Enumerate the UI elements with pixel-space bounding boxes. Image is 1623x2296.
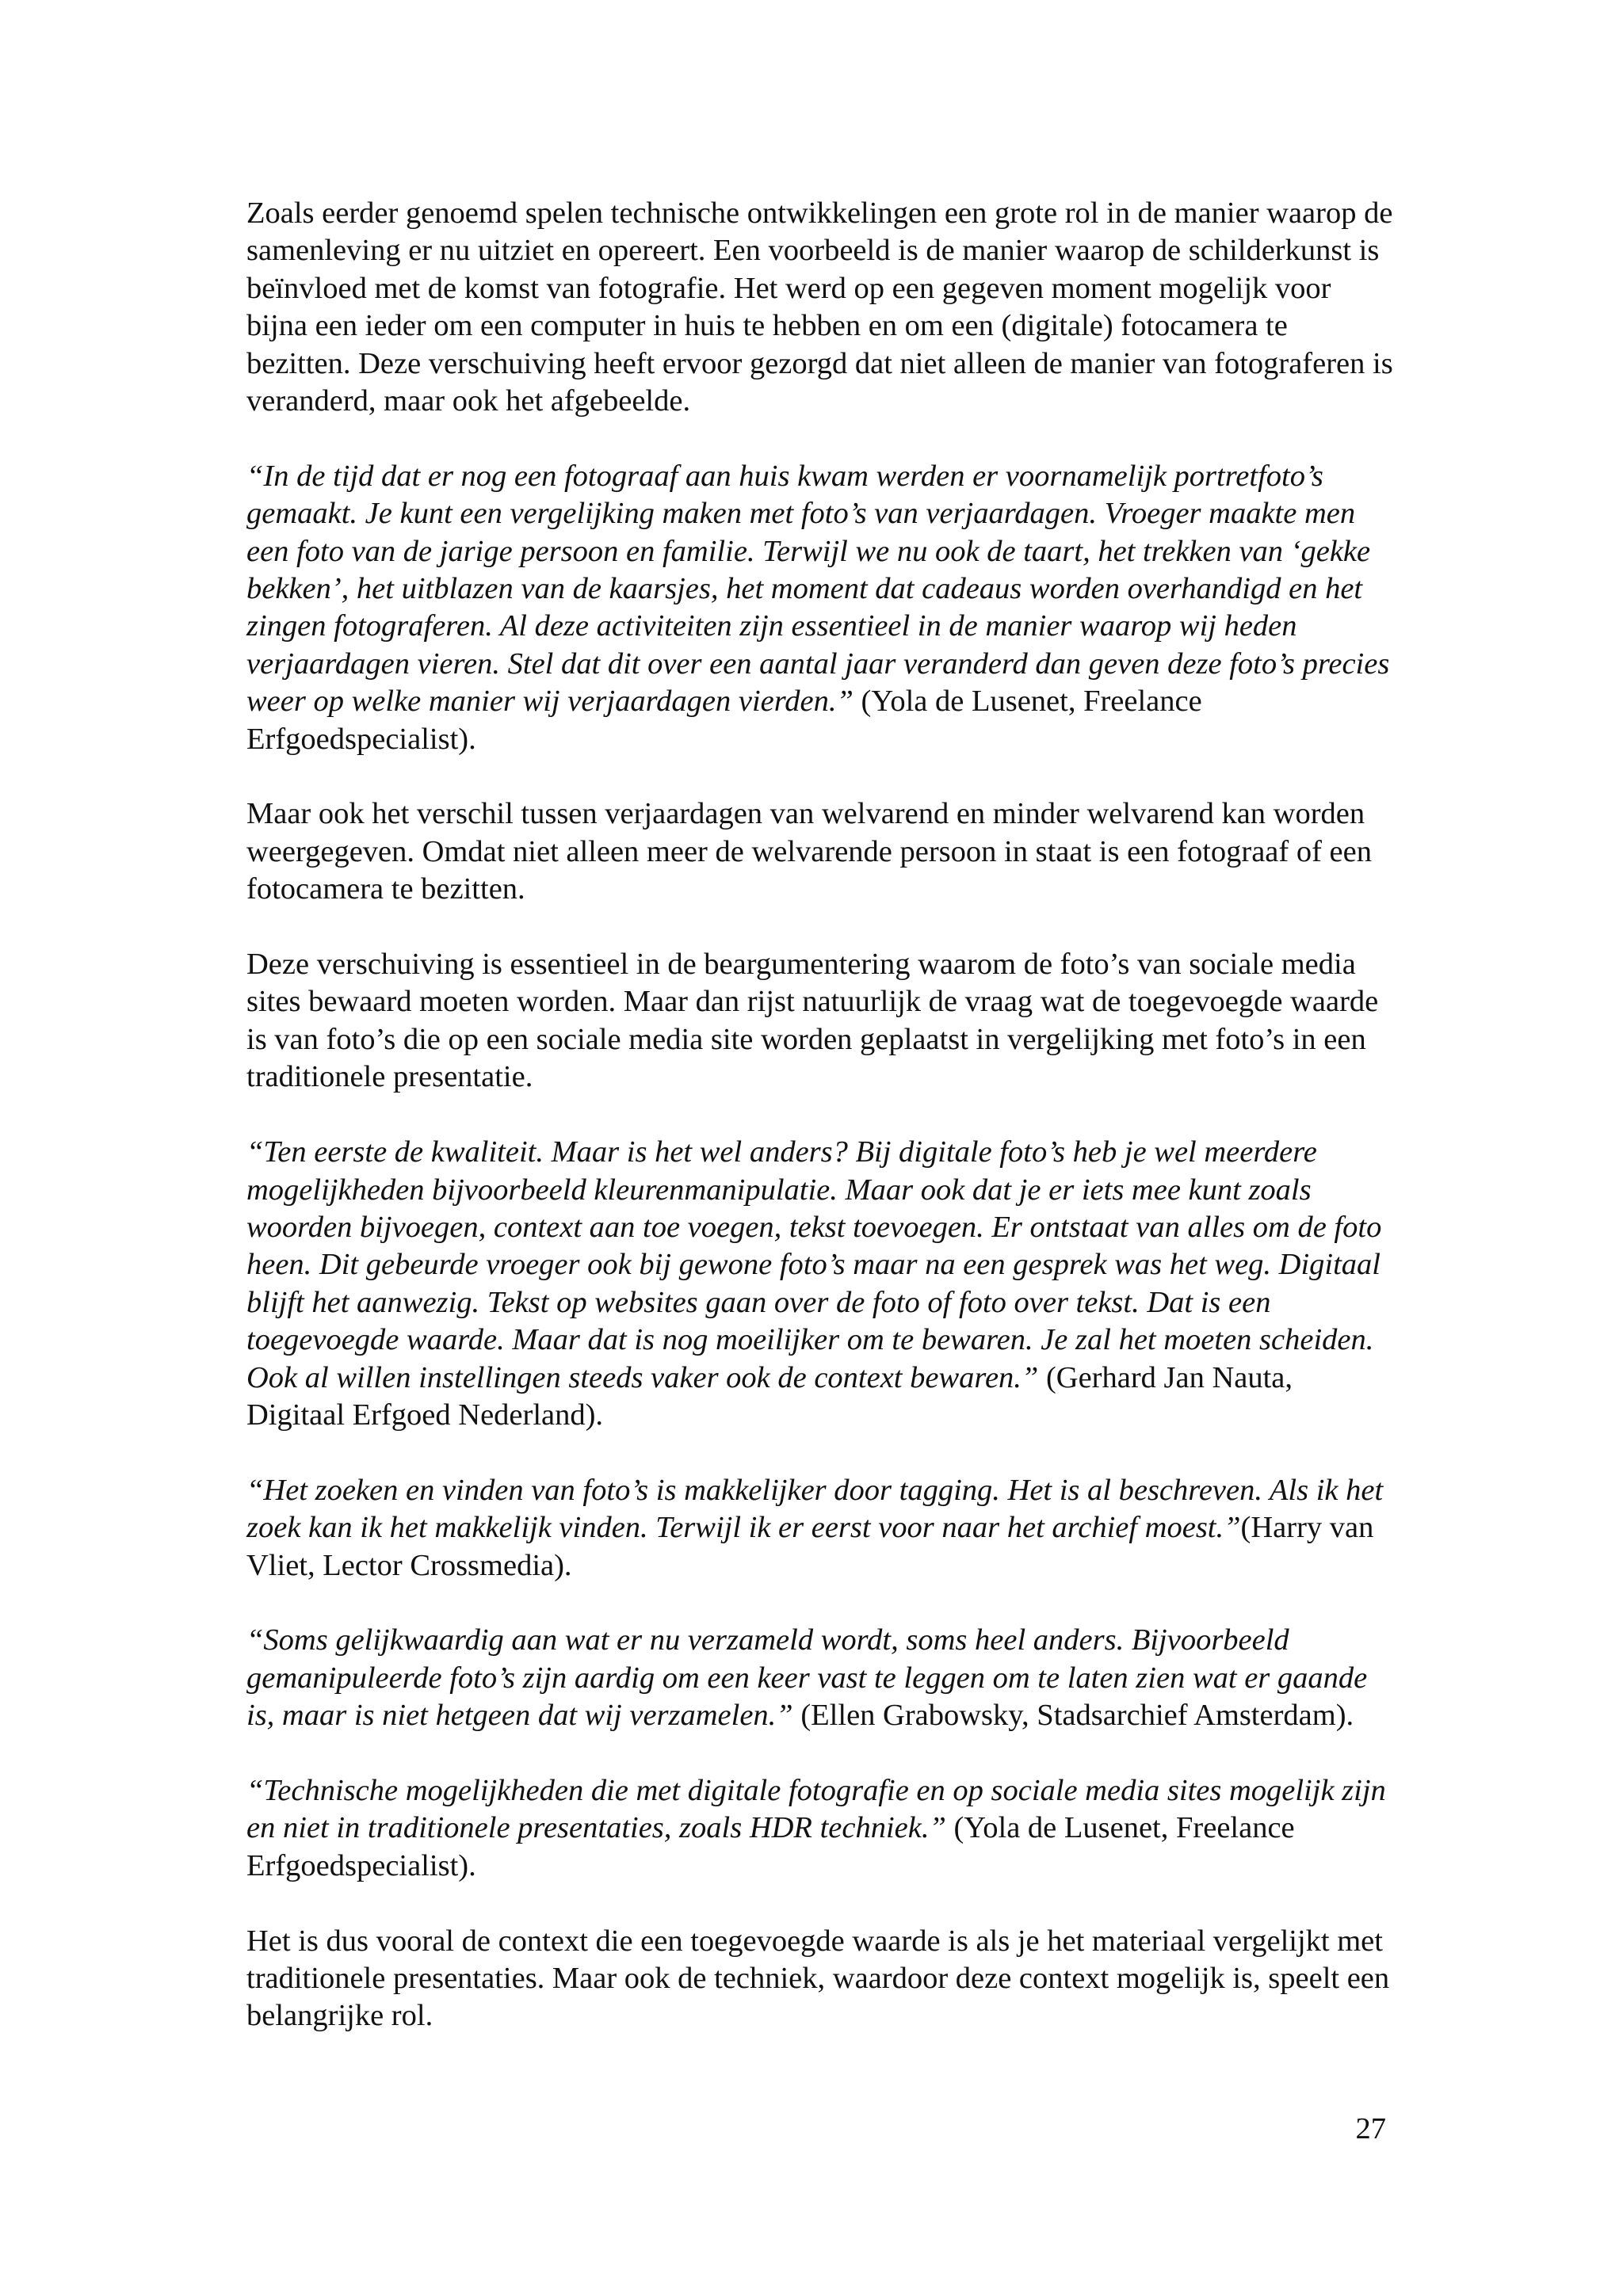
quote-text: “Ten eerste de kwaliteit. Maar is het wel anders? Bij digitale foto’s heb je wel meerdere mogelijkheden bijvoorbeeld kleurenmanipulatie. Maar ook dat je er iets mee kunt zoals woorden bijvoegen, context aan toe voegen, tekst toevoegen. Er ontstaat van alles om de foto heen. Dit gebeurde vroeger ook bij gewone foto’s maar na een gesprek was het weg. Digitaal blijft het aanwezig. Tekst op websites gaan over de foto of foto over tekst. Dat is een toegevoegde waarde. Maar dat is nog moeilijker om te bewaren. Je zal het moeten scheiden. Ook al willen instellingen steeds vaker ook de context bewaren.” — [246, 1135, 1382, 1394]
quote-paragraph — [246, 458, 1396, 758]
quote-paragraph — [246, 1772, 1396, 1885]
quote-source: (Yola de Lusenet, Freelance Erfgoedspecialist). — [246, 685, 1202, 756]
quote-paragraph — [246, 1134, 1396, 1434]
quote-paragraph — [246, 1472, 1396, 1585]
body-text — [246, 195, 1396, 2035]
quote-source: (Ellen Grabowsky, Stadsarchief Amsterdam). — [792, 1699, 1354, 1733]
paragraph-text: Deze verschuiving is essentieel in de beargumentering waarom de foto’s van sociale media sites bewaard moeten worden. Maar dan rijst natuurlijk de vraag wat de toegevoegde waarde is van foto’s die op een sociale media site worden geplaatst in vergelijking met foto’s in een traditionele presentatie. — [246, 948, 1379, 1094]
page-number: 27 — [1355, 2112, 1386, 2145]
quote-paragraph — [246, 1622, 1396, 1734]
quote-text: “Technische mogelijkheden die met digitale fotografie en op sociale media sites mogelijk zijn en niet in traditionele presentaties, zoals HDR techniek.” — [246, 1773, 1386, 1845]
quote-source: (Gerhard Jan Nauta, Digitaal Erfgoed Nederland). — [246, 1360, 1293, 1432]
paragraph-text: Maar ook het verschil tussen verjaardagen van welvarend en minder welvarend kan worden weergegeven. Omdat niet alleen meer de welvarende persoon in staat is een fotograaf of een fotocamera te bezitten. — [246, 797, 1372, 906]
quote-text: “In de tijd dat er nog een fotograaf aan huis kwam werden er voornamelijk portretfoto’s gemaakt. Je kunt een vergelijking maken met foto’s van verjaardagen. Vroeger maakte men een foto van de jarige persoon en familie. Terwijl we nu ook de taart, het trekken van ‘gekke bekken’, het uitblazen van de kaarsjes, het moment dat cadeaus worden overhandigd en het zingen fotograferen. Al deze activiteiten zijn essentieel in de manier waarop wij heden verjaardagen vieren. Stel dat dit over een aantal jaar veranderd dan geven deze foto’s precies weer op welke manier wij verjaardagen vierden.” — [246, 459, 1390, 719]
quote-text: “Soms gelijkwaardig aan wat er nu verzameld wordt, soms heel anders. Bijvoorbeeld gemanipuleerde foto’s zijn aardig om een keer vast te leggen om te laten zien wat er gaande is, maar is niet hetgeen dat wij verzamelen.” — [246, 1623, 1368, 1733]
paragraph-conclusion: Het is dus vooral de context die een toegevoegde waarde is als je het materiaal vergelijkt met traditionele presentaties. Maar ook de techniek, waardoor deze context mogelijk is, speelt een belangrijke rol. — [246, 1924, 1390, 2033]
quote-source: (Harry van Vliet, Lector Crossmedia). — [246, 1511, 1374, 1582]
quote-text: “Het zoeken en vinden van foto’s is makkelijker door tagging. Het is al beschreven. Als ik het zoek kan ik het makkelijk vinden. Terwijl ik er eerst voor naar het archief moest.” — [246, 1473, 1384, 1545]
quote-source: (Yola de Lusenet, Freelance Erfgoedspecialist). — [246, 1811, 1295, 1882]
paragraph-intro: Zoals eerder genoemd spelen technische ontwikkelingen een grote rol in de manier waarop de samenleving er nu uitziet en opereert. Een voorbeeld is de manier waarop de schilderkunst is beïnvloed met de komst van fotografie. Het werd op een gegeven moment mogelijk voor bijna een ieder om een computer in huis te hebben en om een (digitale) fotocamera te bezitten. Deze verschuiving heeft ervoor gezorgd dat niet alleen de manier van fotograferen is veranderd, maar ook het afgebeelde. — [246, 196, 1393, 418]
